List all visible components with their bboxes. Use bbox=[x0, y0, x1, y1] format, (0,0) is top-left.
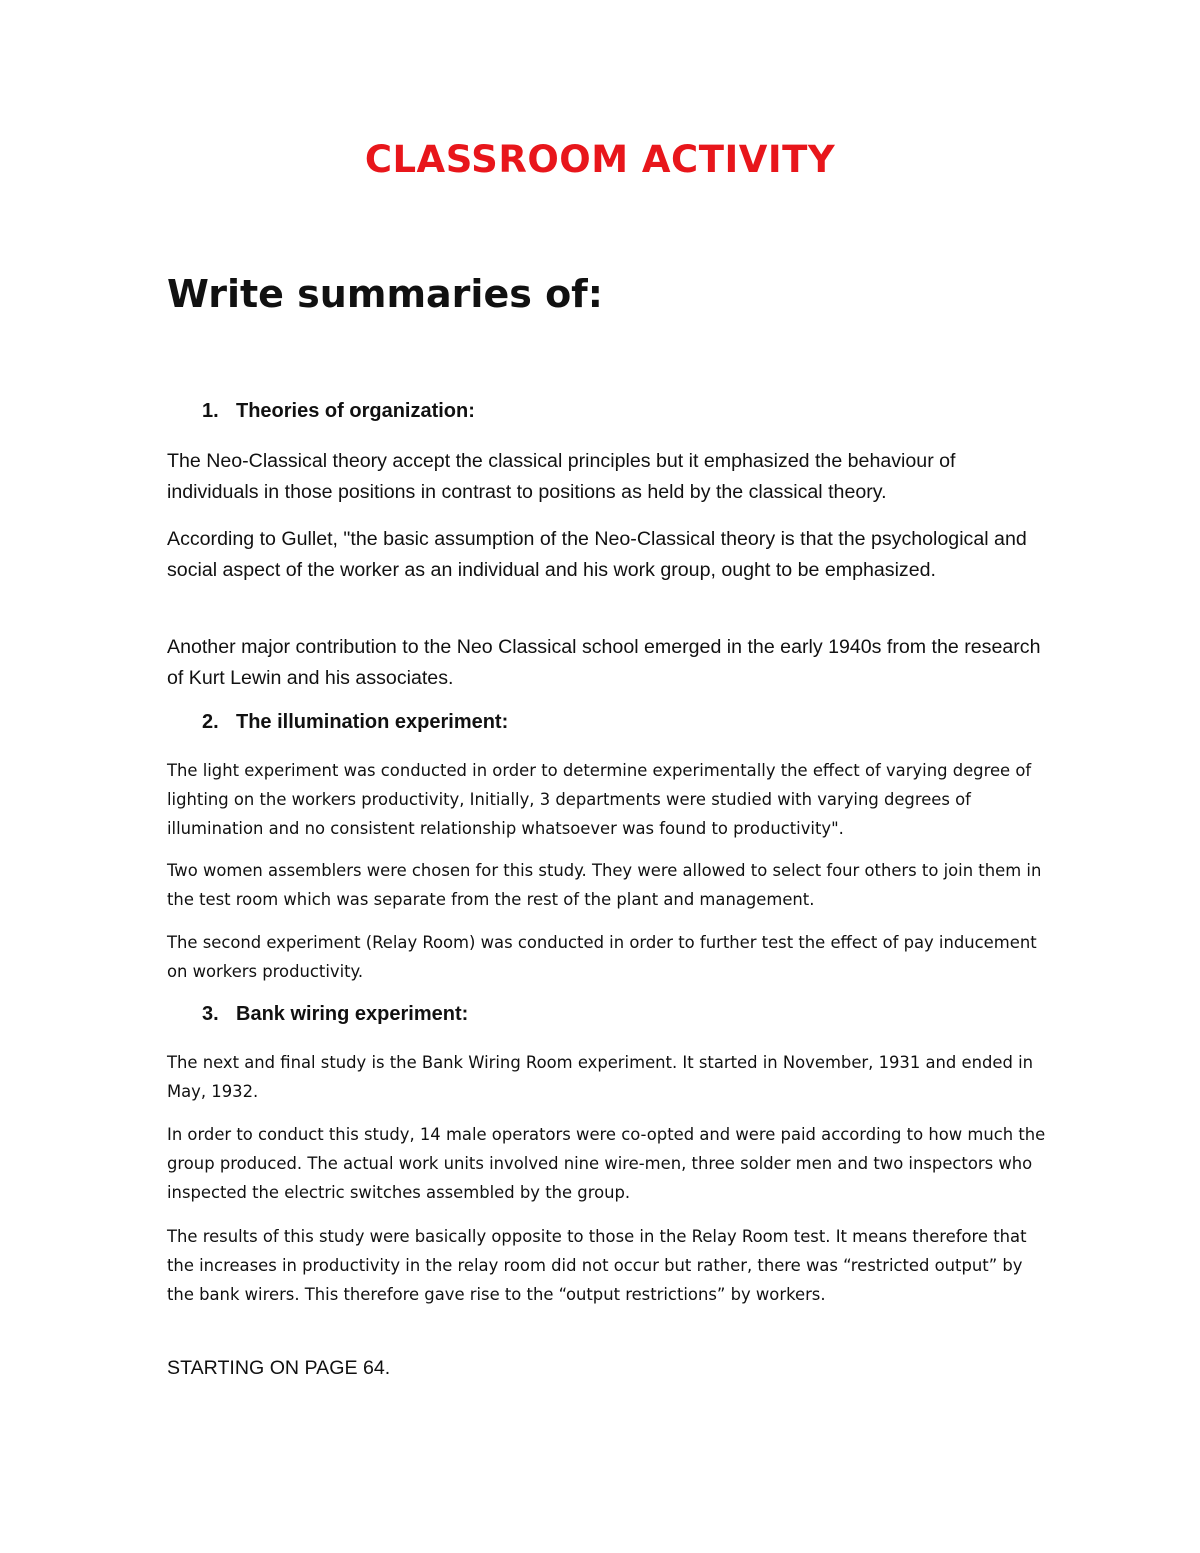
section-number: 1. bbox=[202, 400, 219, 422]
paragraph: According to Gullet, "the basic assumption of the Neo-Classical theory is that the psychological and social aspect of the worker as an individual and his work group, ought to be emphasized. bbox=[167, 528, 1027, 581]
section-heading-2 bbox=[202, 711, 508, 734]
section-number: 2. bbox=[202, 711, 219, 733]
footer-note: STARTING ON PAGE 64. bbox=[167, 1357, 391, 1379]
paragraph: Another major contribution to the Neo Classical school emerged in the early 1940s from the research of Kurt Lewin and his associates. bbox=[167, 636, 1041, 689]
page-title: CLASSROOM ACTIVITY bbox=[364, 138, 836, 181]
section-heading-1 bbox=[202, 400, 475, 423]
paragraph: The light experiment was conducted in order to determine experimentally the effect of varying degree of lighting on the workers productivity, Initially, 3 departments were studied with varying degrees of illumination and no consistent relationship whatsoever was found to productivity". bbox=[167, 761, 1032, 838]
section-title: The illumination experiment: bbox=[236, 711, 509, 733]
section-title: Theories of organization: bbox=[236, 400, 475, 422]
paragraph: Two women assemblers were chosen for this study. They were allowed to select four others to join them in the test room which was separate from the rest of the plant and management. bbox=[167, 861, 1042, 909]
paragraph: The results of this study were basically opposite to those in the Relay Room test. It means therefore that the increases in productivity in the relay room did not occur but rather, there was “restricted output” by the bank wirers. This therefore gave rise to the “output restrictions” by workers. bbox=[167, 1227, 1027, 1304]
section-heading-3 bbox=[202, 1003, 468, 1026]
section-title: Bank wiring experiment: bbox=[236, 1003, 469, 1025]
page-subtitle: Write summaries of: bbox=[167, 272, 603, 316]
paragraph: The second experiment (Relay Room) was conducted in order to further test the effect of pay inducement on workers productivity. bbox=[167, 933, 1037, 981]
paragraph: The Neo-Classical theory accept the classical principles but it emphasized the behaviour of individuals in those positions in contrast to positions as held by the classical theory. bbox=[167, 450, 956, 503]
paragraph: In order to conduct this study, 14 male operators were co-opted and were paid according to how much the group produced. The actual work units involved nine wire-men, three solder men and two inspectors who inspected the electric switches assembled by the group. bbox=[167, 1125, 1046, 1202]
section-number: 3. bbox=[202, 1003, 219, 1025]
paragraph: The next and final study is the Bank Wiring Room experiment. It started in November, 1931 and ended in May, 1932. bbox=[167, 1053, 1034, 1101]
